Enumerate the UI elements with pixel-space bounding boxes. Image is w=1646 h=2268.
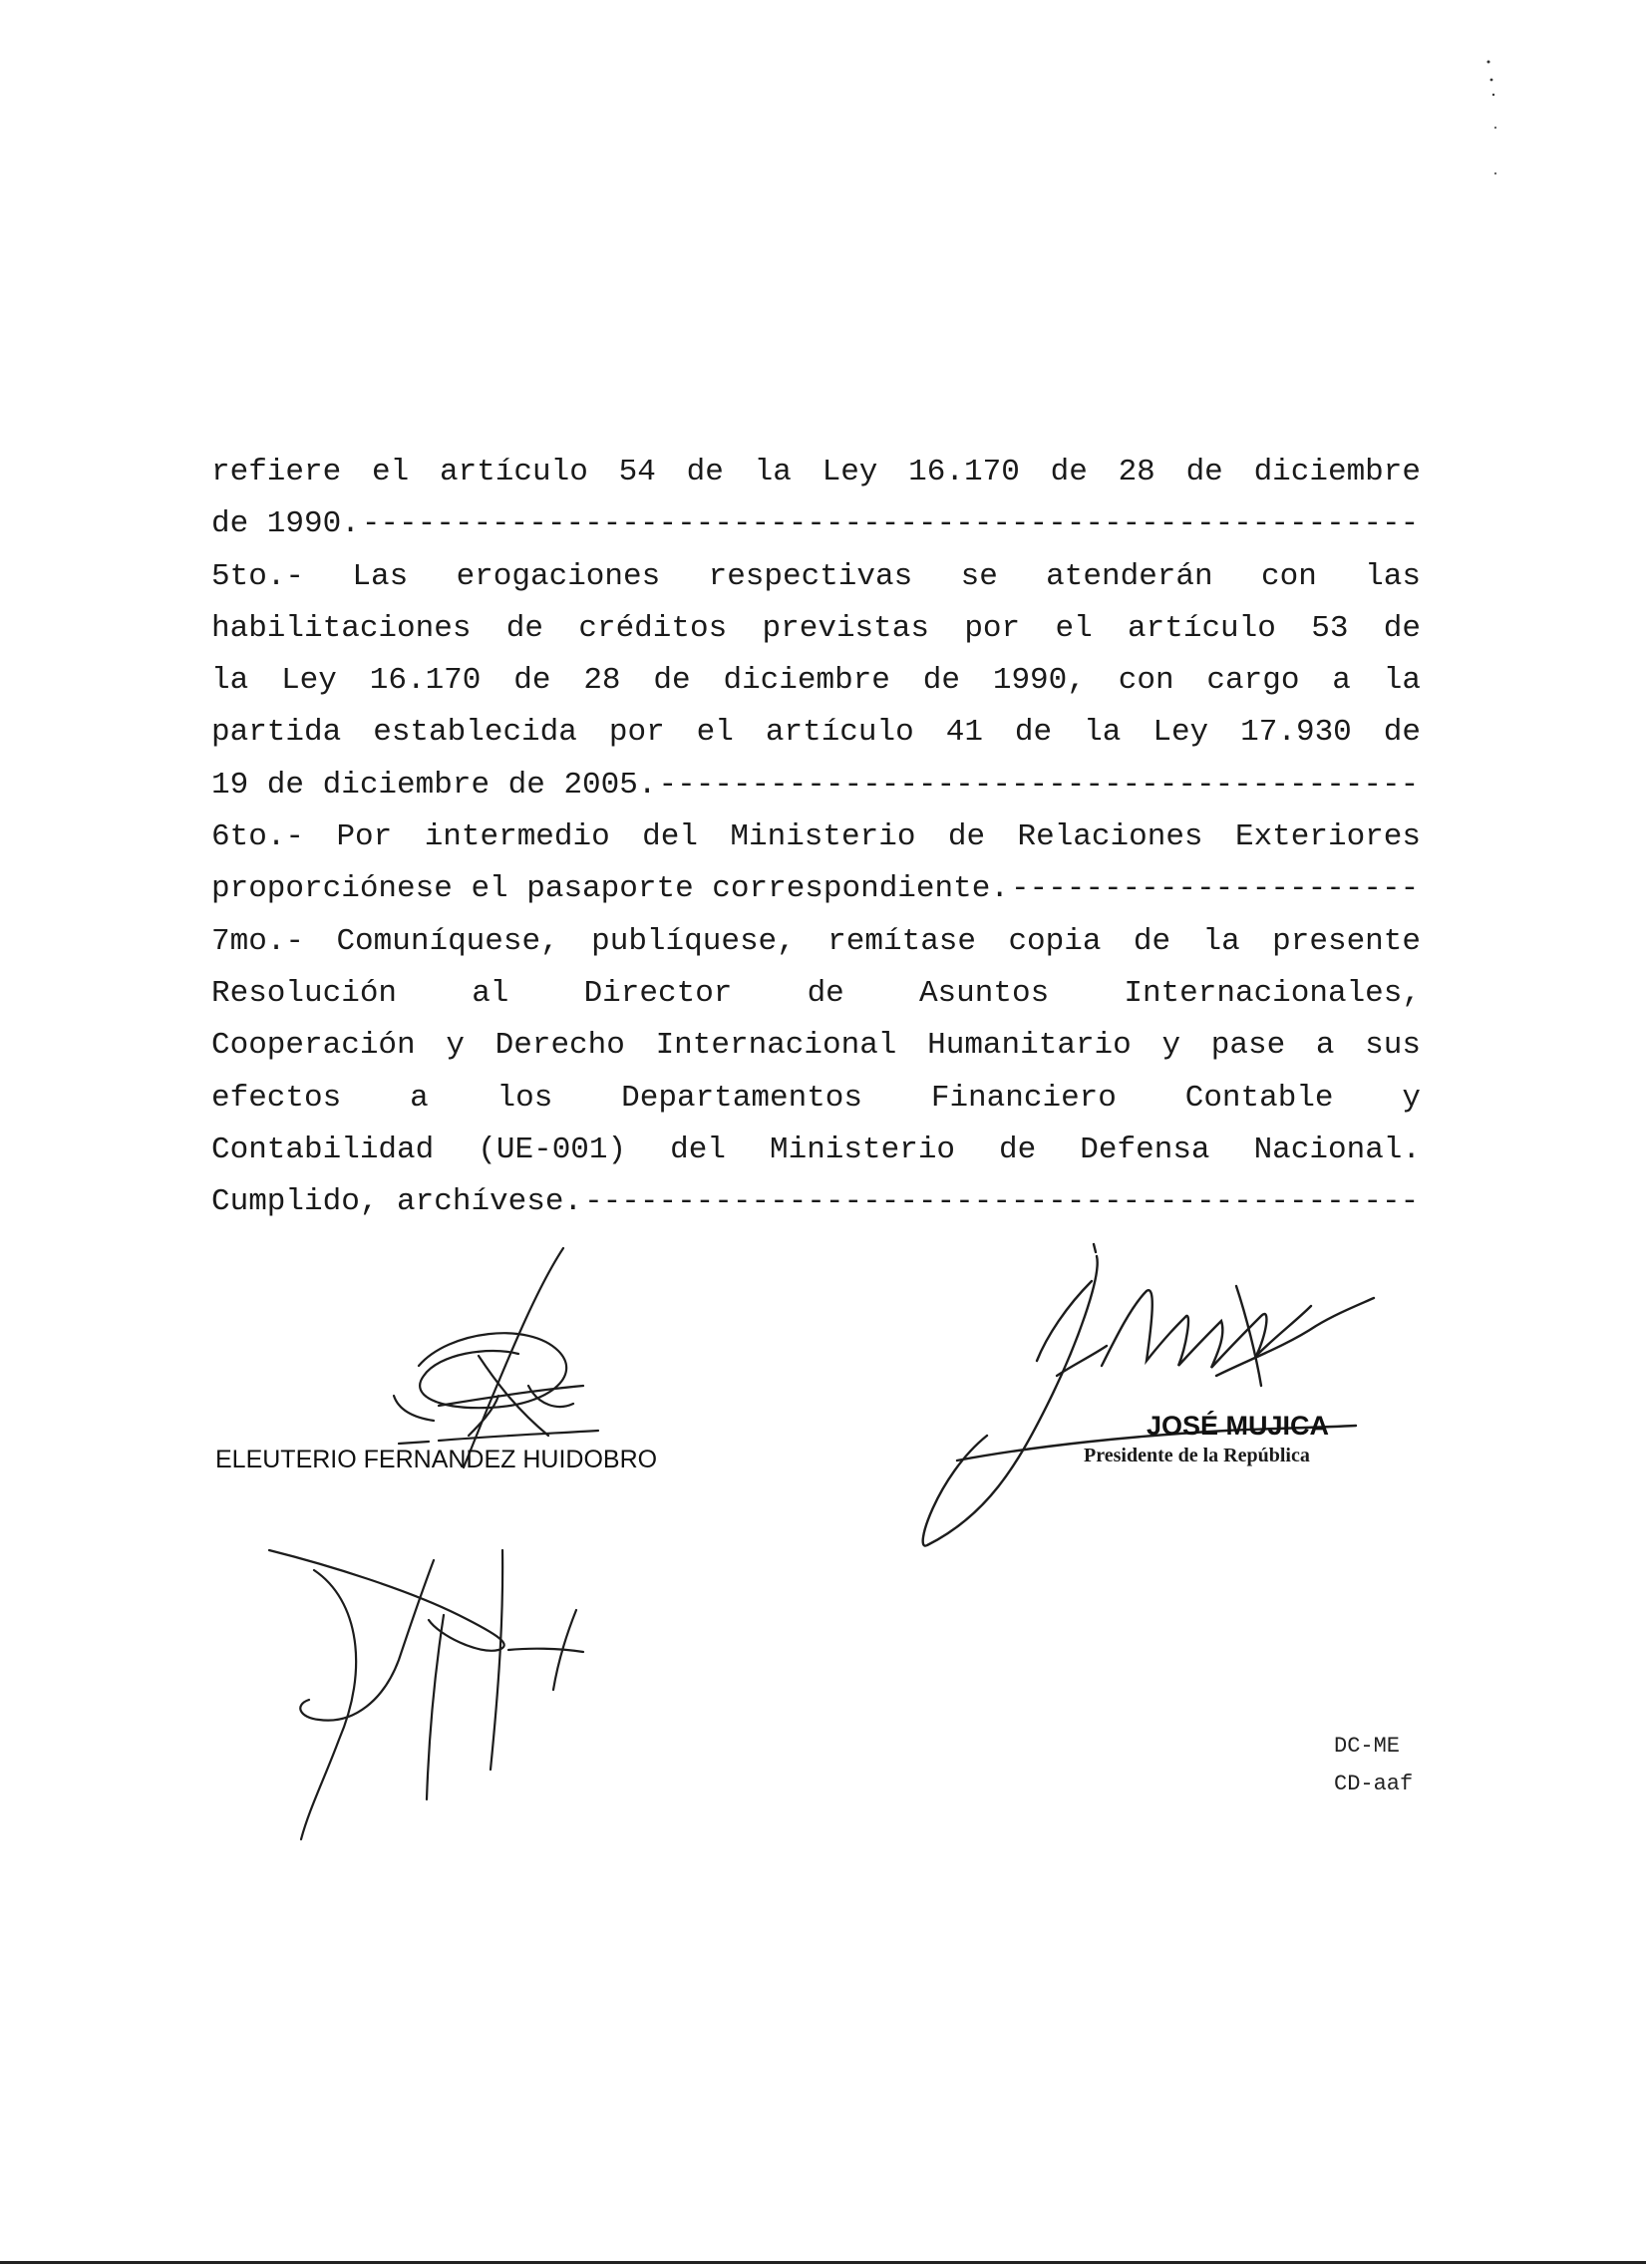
body-line: 6to.- Por intermedio del Ministerio de Relaciones Exteriores xyxy=(211,819,1421,855)
signatory-title-right: Presidente de la República xyxy=(1084,1445,1310,1466)
body-line: Cumplido, archívese. ----- xyxy=(211,1176,1421,1228)
scan-edge-rule xyxy=(0,2261,1646,2264)
body-line: proporciónese el pasaporte correspondiente. ----- xyxy=(211,863,1421,915)
body-line: 5to.- Las erogaciones respectivas se atenderán con las xyxy=(211,558,1421,594)
body-line: Cooperación y Derecho Internacional Humanitario y pase a sus xyxy=(211,1028,1421,1064)
body-line: la Ley 16.170 de 28 de diciembre de 1990, con cargo a la xyxy=(211,663,1421,699)
reference-line: DC-ME xyxy=(1334,1734,1401,1759)
filler-dashes xyxy=(1011,863,1421,915)
scan-specks xyxy=(1485,50,1525,194)
body-line: 7mo.- Comuníquese, publíquese, remítase copia de la presente xyxy=(211,923,1421,959)
body-line: de 1990. ----- xyxy=(211,498,1421,550)
body-line: refiere el artículo 54 de la Ley 16.170 de 28 de diciembre xyxy=(211,455,1421,489)
body-line: Resolución al Director de Asuntos Internacionales, xyxy=(211,975,1421,1011)
initials-rubric xyxy=(259,1540,598,1849)
reference-line: CD-aaf xyxy=(1334,1772,1414,1796)
body-line: partida establecida por el artículo 41 de la Ley 17.930 de xyxy=(211,715,1421,751)
body-line: habilitaciones de créditos previstas por el artículo 53 de xyxy=(211,610,1421,646)
resolution-body xyxy=(211,447,1421,1228)
signatory-name-right: JOSÉ MUJICA xyxy=(1147,1411,1330,1441)
filler-dashes xyxy=(658,760,1421,811)
body-line: Contabilidad (UE-001) del Ministerio de Defensa Nacional. xyxy=(211,1132,1421,1167)
body-line: 19 de diciembre de 2005. ----- xyxy=(211,760,1421,811)
filler-dashes xyxy=(362,498,1421,550)
signature-jose-mujica xyxy=(917,1236,1386,1555)
reference-codes xyxy=(1334,1728,1413,1803)
signatory-name-left: ELEUTERIO FERNANDEZ HUIDOBRO xyxy=(215,1446,658,1473)
filler-dashes xyxy=(584,1176,1421,1228)
body-line: efectos a los Departamentos Financiero Contable y xyxy=(211,1080,1421,1116)
